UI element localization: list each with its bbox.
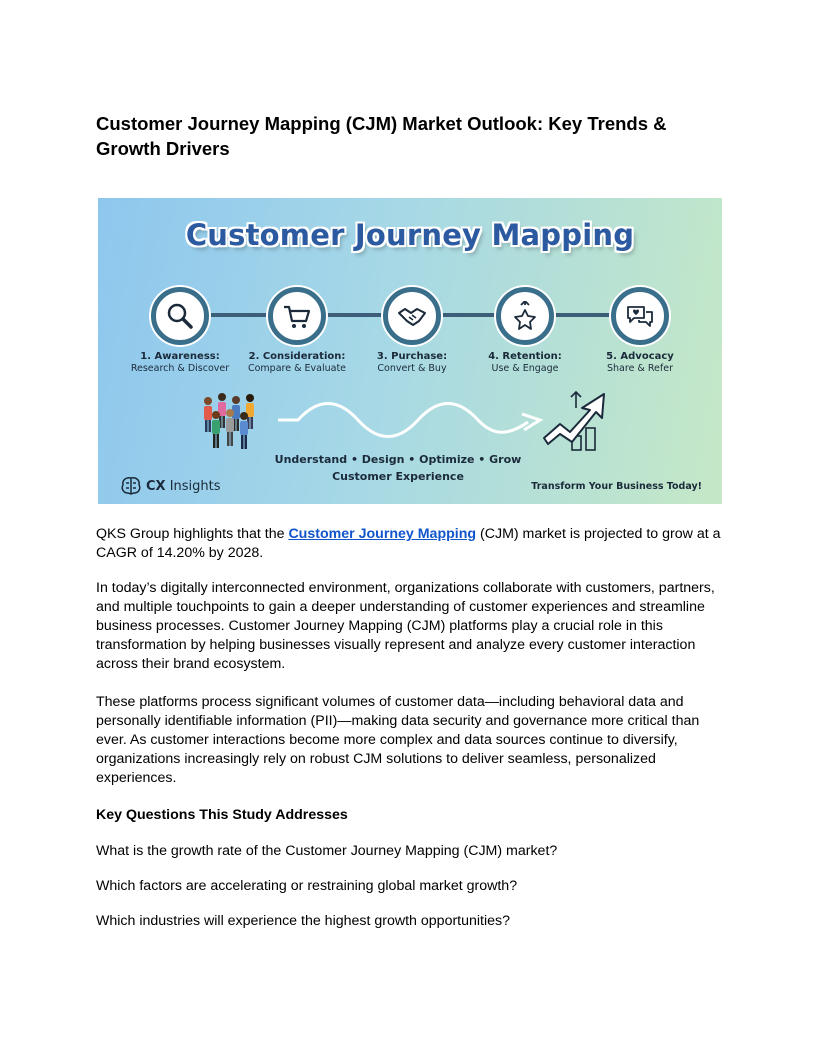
banner-slogan bbox=[258, 451, 538, 485]
stage-purchase bbox=[357, 287, 467, 374]
stage-subtitle: Use & Engage bbox=[491, 363, 559, 374]
intro-before: QKS Group highlights that the bbox=[96, 526, 289, 542]
intro-after: (CJM) market is projected to grow at a CAGR of 14.20% by 2028. bbox=[96, 526, 721, 561]
stage-name: 4. Retention: bbox=[488, 351, 562, 362]
cjm-link[interactable]: Customer Journey Mapping bbox=[288, 526, 477, 542]
stage-subtitle: Convert & Buy bbox=[377, 363, 447, 374]
stage-advocacy bbox=[585, 287, 695, 374]
paragraph-data-security: These platforms process significant volumes of customer data—including behavioral data and personally identifiable information (PII)—making data security and governance more critical than ever. As customer interactions become more complex and data sources continue to diversify, organizations increasingly rely on robust CJM solutions to deliver seamless, personalized experiences. bbox=[96, 694, 700, 786]
intro-paragraph bbox=[96, 525, 721, 563]
stage-name: 3. Purchase: bbox=[376, 351, 448, 362]
page-title: Customer Journey Mapping (CJM) Market Outlook: Key Trends & Growth Drivers bbox=[96, 113, 667, 159]
star-box-icon bbox=[496, 287, 554, 345]
banner-cta: Transform Your Business Today! bbox=[531, 481, 702, 492]
cjm-banner-image bbox=[98, 198, 722, 504]
banner-heading: Customer Journey Mapping bbox=[185, 218, 635, 252]
questions-heading: Key Questions This Study Addresses bbox=[96, 807, 348, 823]
magnifier-icon bbox=[151, 287, 209, 345]
stage-retention bbox=[470, 287, 580, 374]
brain-icon bbox=[120, 476, 142, 496]
stage-name: 1. Awareness: bbox=[140, 351, 220, 362]
chat-heart-icon bbox=[611, 287, 669, 345]
journey-wave-arrow bbox=[278, 400, 548, 440]
stage-subtitle: Research & Discover bbox=[130, 363, 230, 374]
slogan-line-1: Understand • Design • Optimize • Grow bbox=[274, 453, 522, 466]
question-item: Which industries will experience the highest growth opportunities? bbox=[96, 913, 511, 929]
paragraph-environment: In today’s digitally interconnected environment, organizations collaborate with customers, partners, and multiple touchpoints to gain a deeper understanding of customer experiences and streamline business processes. Customer Journey Mapping (CJM) platforms play a crucial role in this transformation by helping businesses visually represent and analyze every customer interaction across their brand ecosystem. bbox=[96, 580, 715, 672]
growth-chart-icon bbox=[538, 388, 628, 454]
stage-awareness bbox=[125, 287, 235, 374]
cart-icon bbox=[268, 287, 326, 345]
handshake-icon bbox=[383, 287, 441, 345]
brand-logo bbox=[120, 476, 221, 496]
brand-prefix: CX bbox=[146, 478, 166, 494]
stage-name: 5. Advocacy bbox=[606, 351, 674, 362]
slogan-line-2: Customer Experience bbox=[332, 470, 464, 483]
stage-name: 2. Consideration: bbox=[248, 351, 346, 362]
brand-suffix: Insights bbox=[165, 478, 221, 494]
people-group-icon bbox=[198, 393, 268, 455]
stage-subtitle: Compare & Evaluate bbox=[247, 363, 347, 374]
question-item: What is the growth rate of the Customer Journey Mapping (CJM) market? bbox=[96, 843, 558, 859]
stage-consideration bbox=[242, 287, 352, 374]
question-item: Which factors are accelerating or restraining global market growth? bbox=[96, 878, 518, 894]
stage-subtitle: Share & Refer bbox=[607, 363, 673, 374]
